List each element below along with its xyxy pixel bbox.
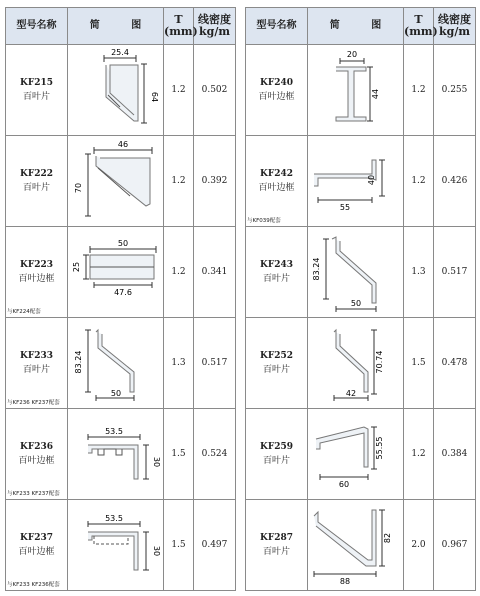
model-cell bbox=[6, 227, 68, 318]
thickness-value: 1.3 bbox=[404, 227, 434, 318]
header-figure: 简 图 bbox=[68, 8, 164, 45]
profile-figure bbox=[308, 318, 404, 409]
model-cell bbox=[246, 136, 308, 227]
dim-height: 30 bbox=[152, 456, 161, 468]
header-model: 型号名称 bbox=[6, 8, 68, 45]
thickness-value: 1.5 bbox=[404, 318, 434, 409]
thickness-value: 1.2 bbox=[404, 136, 434, 227]
dim-height: 44 bbox=[371, 88, 380, 100]
dim-width: 53.5 bbox=[105, 427, 123, 436]
model-desc: 百叶边框 bbox=[258, 92, 295, 102]
density-value: 0.517 bbox=[194, 318, 236, 409]
model-code: KF287 bbox=[260, 533, 293, 543]
model-code: KF233 bbox=[20, 351, 53, 361]
profile-figure bbox=[68, 409, 164, 500]
pairing-note: 与KF233 KF236配套 bbox=[7, 582, 60, 588]
header-model: 型号名称 bbox=[246, 8, 308, 45]
density-value: 0.478 bbox=[434, 318, 476, 409]
density-value: 0.341 bbox=[194, 227, 236, 318]
density-value: 0.497 bbox=[194, 500, 236, 591]
model-desc: 百叶边框 bbox=[258, 183, 295, 193]
dim-width: 20 bbox=[346, 50, 358, 59]
profile-figure bbox=[308, 45, 404, 136]
profile-figure bbox=[308, 136, 404, 227]
dim-height: 83.24 bbox=[312, 257, 321, 281]
density-value: 0.524 bbox=[194, 409, 236, 500]
dim-width: 88 bbox=[339, 577, 351, 586]
model-code: KF252 bbox=[260, 351, 293, 361]
dim-height: 40 bbox=[367, 174, 376, 186]
dim-height: 30 bbox=[152, 545, 161, 557]
density-value: 0.384 bbox=[434, 409, 476, 500]
model-code: KF222 bbox=[20, 169, 53, 179]
model-desc: 百叶片 bbox=[262, 274, 290, 284]
model-cell bbox=[6, 318, 68, 409]
density-value: 0.502 bbox=[194, 45, 236, 136]
density-value: 0.255 bbox=[434, 45, 476, 136]
table-row bbox=[6, 409, 236, 500]
table-row bbox=[6, 500, 236, 591]
dim-height: 64 bbox=[150, 91, 159, 103]
profile-table-right bbox=[245, 7, 476, 591]
model-desc: 百叶片 bbox=[262, 365, 290, 375]
thickness-value: 1.3 bbox=[164, 318, 194, 409]
pairing-note: 与KF039配套 bbox=[247, 218, 281, 224]
model-cell bbox=[6, 136, 68, 227]
model-cell bbox=[6, 500, 68, 591]
profile-figure bbox=[68, 318, 164, 409]
profile-figure bbox=[308, 500, 404, 591]
model-code: KF240 bbox=[260, 78, 293, 88]
model-desc: 百叶片 bbox=[22, 365, 50, 375]
model-desc: 百叶片 bbox=[262, 547, 290, 557]
table-header-row bbox=[246, 8, 476, 45]
profile-figure bbox=[308, 409, 404, 500]
pairing-note: 与KF233 KF237配套 bbox=[7, 491, 60, 497]
model-cell bbox=[246, 409, 308, 500]
density-value: 0.517 bbox=[434, 227, 476, 318]
density-value: 0.392 bbox=[194, 136, 236, 227]
model-desc: 百叶边框 bbox=[18, 274, 55, 284]
model-code: KF223 bbox=[20, 260, 53, 270]
dim-width: 25.4 bbox=[111, 48, 129, 57]
pairing-note: 与KF224配套 bbox=[7, 309, 41, 315]
header-thickness: T (mm) bbox=[404, 8, 434, 45]
thickness-value: 1.2 bbox=[164, 136, 194, 227]
profile-figure bbox=[68, 45, 164, 136]
header-thickness: T (mm) bbox=[164, 8, 194, 45]
thickness-value: 1.2 bbox=[404, 409, 434, 500]
table-row bbox=[246, 136, 476, 227]
dim-width: 50 bbox=[350, 299, 362, 308]
model-cell bbox=[6, 45, 68, 136]
model-cell bbox=[246, 45, 308, 136]
model-desc: 百叶边框 bbox=[18, 456, 55, 466]
dim-inner-width: 47.6 bbox=[114, 288, 132, 297]
dim-width: 50 bbox=[117, 239, 129, 248]
dim-width: 50 bbox=[110, 389, 122, 398]
thickness-value: 1.2 bbox=[164, 227, 194, 318]
table-row bbox=[246, 500, 476, 591]
model-desc: 百叶片 bbox=[22, 92, 50, 102]
table-row bbox=[246, 409, 476, 500]
model-code: KF259 bbox=[260, 442, 293, 452]
dim-width: 46 bbox=[117, 140, 129, 149]
thickness-value: 1.5 bbox=[164, 409, 194, 500]
dim-width: 60 bbox=[338, 480, 350, 489]
model-code: KF237 bbox=[20, 533, 53, 543]
dim-height: 82 bbox=[383, 532, 392, 544]
table-row bbox=[6, 227, 236, 318]
dim-height: 55.55 bbox=[375, 436, 384, 460]
dim-height: 25 bbox=[72, 261, 81, 273]
model-cell bbox=[6, 409, 68, 500]
pairing-note: 与KF236 KF237配套 bbox=[7, 400, 60, 406]
table-row bbox=[6, 45, 236, 136]
table-row bbox=[6, 136, 236, 227]
header-density: 线密度 kg/m bbox=[434, 8, 476, 45]
table-row bbox=[246, 227, 476, 318]
density-value: 0.967 bbox=[434, 500, 476, 591]
table-row bbox=[6, 318, 236, 409]
dim-width: 55 bbox=[339, 203, 351, 212]
model-desc: 百叶片 bbox=[22, 183, 50, 193]
table-header-row bbox=[6, 8, 236, 45]
model-desc: 百叶片 bbox=[262, 456, 290, 466]
dim-width: 53.5 bbox=[105, 514, 123, 523]
profile-figure bbox=[308, 227, 404, 318]
profile-table-left bbox=[5, 7, 236, 591]
dim-height: 70 bbox=[74, 182, 83, 194]
profile-figure bbox=[68, 500, 164, 591]
dim-height: 70.74 bbox=[375, 350, 384, 374]
table-row bbox=[246, 318, 476, 409]
model-cell bbox=[246, 500, 308, 591]
model-desc: 百叶边框 bbox=[18, 547, 55, 557]
thickness-value: 1.2 bbox=[404, 45, 434, 136]
model-cell bbox=[246, 318, 308, 409]
table-row bbox=[246, 45, 476, 136]
header-density: 线密度 kg/m bbox=[194, 8, 236, 45]
dim-height: 83.24 bbox=[74, 350, 83, 374]
dim-width: 42 bbox=[345, 389, 357, 398]
thickness-value: 1.2 bbox=[164, 45, 194, 136]
model-cell bbox=[246, 227, 308, 318]
thickness-value: 2.0 bbox=[404, 500, 434, 591]
model-code: KF243 bbox=[260, 260, 293, 270]
model-code: KF236 bbox=[20, 442, 53, 452]
header-figure: 简 图 bbox=[308, 8, 404, 45]
model-code: KF242 bbox=[260, 169, 293, 179]
thickness-value: 1.5 bbox=[164, 500, 194, 591]
density-value: 0.426 bbox=[434, 136, 476, 227]
model-code: KF215 bbox=[20, 78, 53, 88]
profile-figure bbox=[68, 227, 164, 318]
profile-figure bbox=[68, 136, 164, 227]
